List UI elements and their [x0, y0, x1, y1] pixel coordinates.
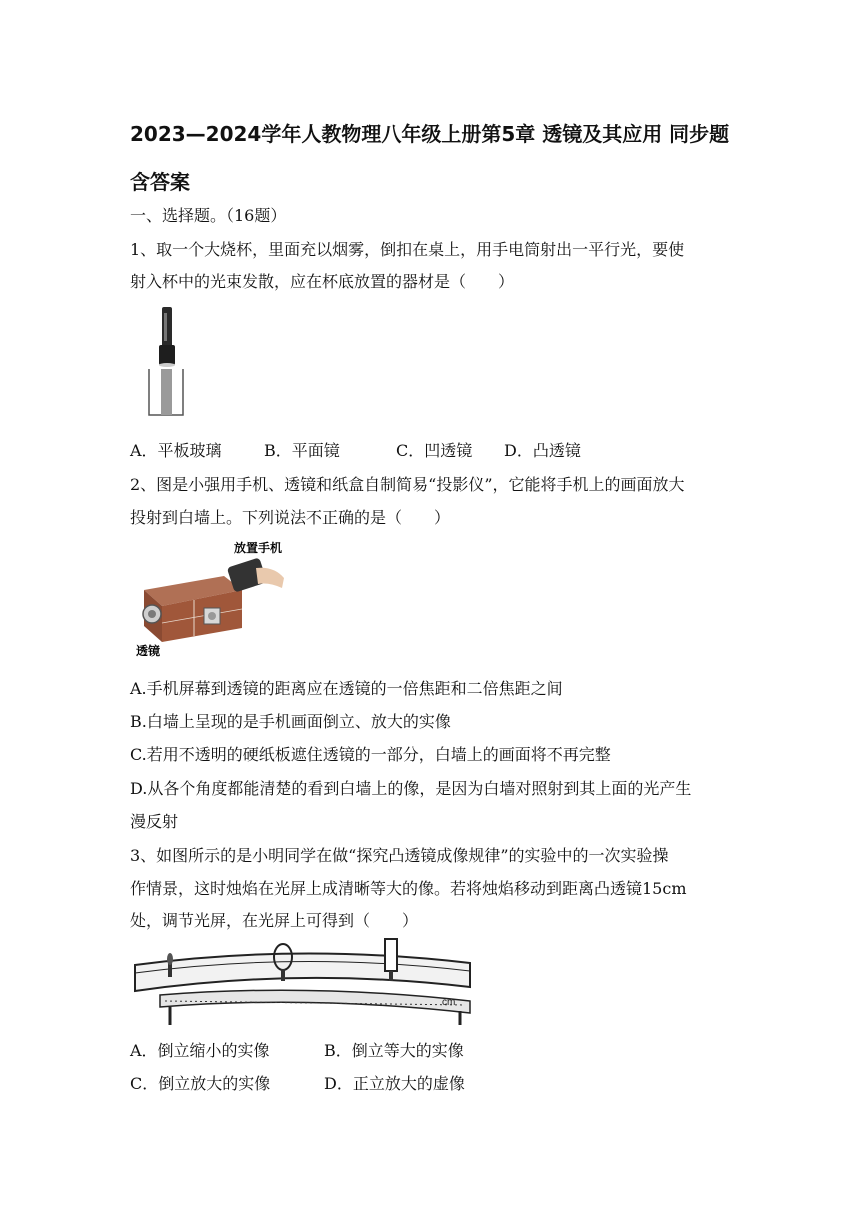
flashlight-beaker-icon: [140, 305, 190, 420]
figure-label-place-phone: 放置手机: [234, 541, 283, 555]
q1-text-line2: 射入杯中的光束发散，应在杯底放置的器材是（ ）: [130, 272, 515, 291]
page-title: 2023—2024学年人教物理八年级上册第5章 透镜及其应用 同步题含答案: [130, 122, 730, 194]
q1-option-a: A．平板玻璃: [130, 441, 222, 460]
figure-label-lens: 透镜: [136, 644, 161, 658]
q2-text-line2: 投射到白墙上。下列说法不正确的是（ ）: [130, 508, 451, 527]
q3-option-c: C．倒立放大的实像: [130, 1074, 271, 1093]
optical-bench-icon: [130, 935, 480, 1030]
q3-text-line2: 作情景，这时烛焰在光屏上成清晰等大的像。若将烛焰移动到距离凸透镜15cm: [130, 879, 687, 898]
q1-option-b: B．平面镜: [264, 441, 340, 460]
q3-option-b: B．倒立等大的实像: [324, 1041, 464, 1060]
q2-option-a: A.手机屏幕到透镜的距离应在透镜的一倍焦距和二倍焦距之间: [130, 679, 563, 698]
q1-option-c: C．凹透镜: [396, 441, 473, 460]
ruler-unit-label: cm: [442, 997, 456, 1008]
q2-option-d: D.从各个角度都能清楚的看到白墙上的像，是因为白墙对照射到其上面的光产生: [130, 779, 692, 798]
q3-options-row2: [130, 1071, 465, 1094]
q3-option-d: D．正立放大的虚像: [324, 1074, 465, 1093]
q1-text-line1: 1、取一个大烧杯，里面充以烟雾，倒扣在桌上，用手电筒射出一平行光，要使: [130, 240, 685, 259]
q2-option-c: C.若用不透明的硬纸板遮住透镜的一部分，白墙上的画面将不再完整: [130, 745, 611, 764]
section-heading: 一、选择题。（16题）: [130, 206, 287, 225]
q2-option-d-cont: 漫反射: [130, 812, 179, 831]
q3-text-line3: 处，调节光屏，在光屏上可得到（ ）: [130, 911, 419, 930]
q3-option-a: A．倒立缩小的实像: [130, 1041, 270, 1060]
q2-text-line1: 2、图是小强用手机、透镜和纸盒自制简易“投影仪”，它能将手机上的画面放大: [130, 475, 685, 494]
q1-options: [130, 438, 581, 461]
projector-box-icon: [134, 538, 304, 660]
q3-options-row1: [130, 1038, 464, 1061]
q1-option-d: D．凸透镜: [504, 441, 581, 460]
q3-text-line1: 3、如图所示的是小明同学在做“探究凸透镜成像规律”的实验中的一次实验操: [130, 846, 669, 865]
q2-option-b: B.白墙上呈现的是手机画面倒立、放大的实像: [130, 712, 451, 731]
